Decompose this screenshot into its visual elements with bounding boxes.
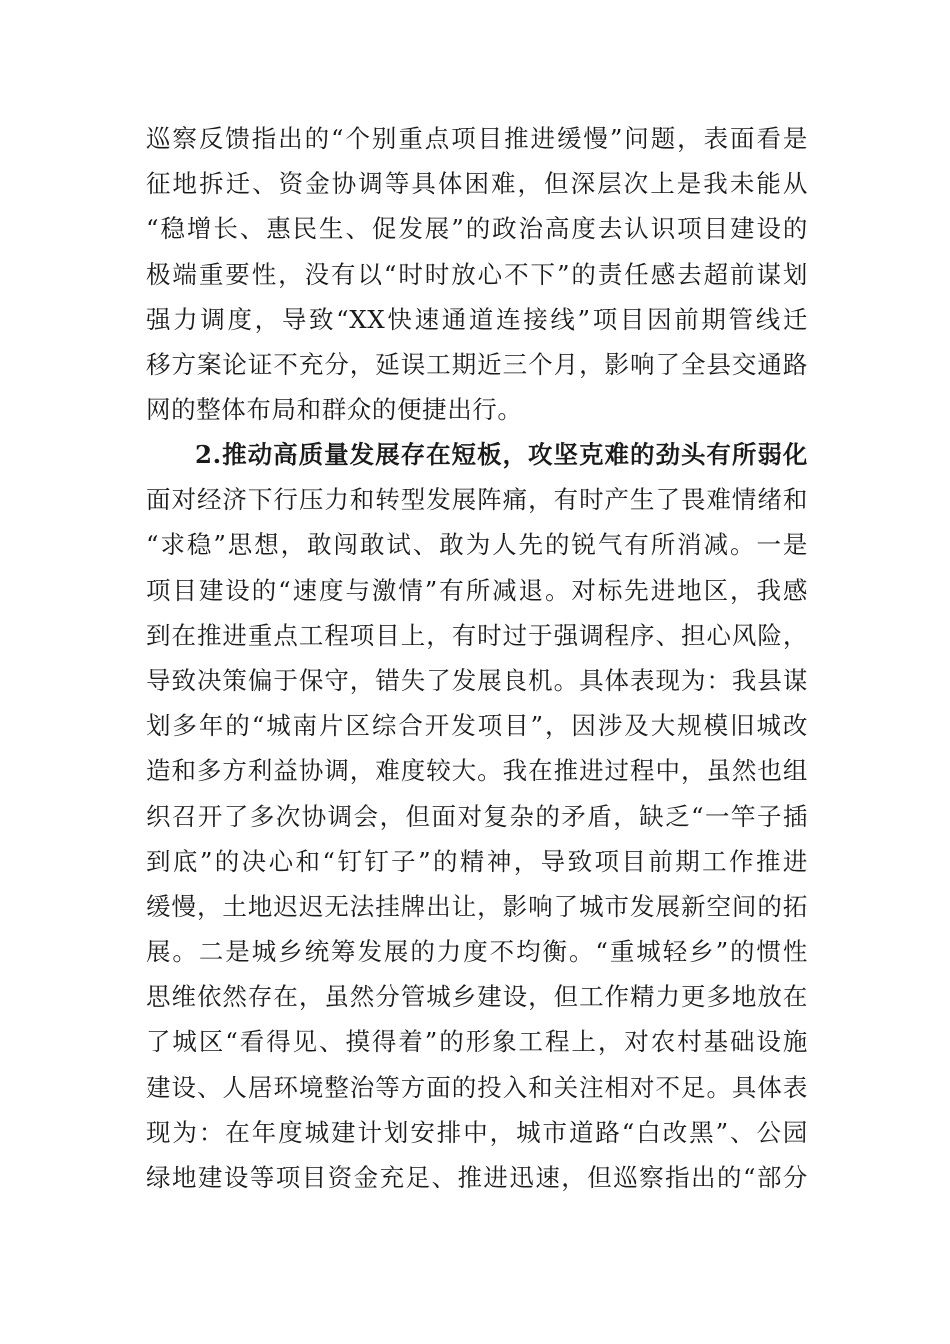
section-2-line: 展。二是城乡统筹发展的力度不均衡。“重城轻乡”的惯性 — [146, 937, 808, 967]
paragraph-1 — [146, 116, 808, 432]
section-2 — [146, 432, 808, 1200]
section-2-line: 导致决策偏于保守，错失了发展良机。具体表现为：我县谋 — [146, 665, 808, 695]
section-2-line: 绿地建设等项目资金充足、推进迅速，但巡察指出的“部分 — [146, 1163, 808, 1192]
section-2-line: “求稳”思想，敢闯敢试、敢为人先的锐气有所消减。一是 — [146, 530, 808, 560]
section-2-line: 建设、人居环境整治等方面的投入和关注相对不足。具体表 — [146, 1072, 808, 1102]
paragraph-1-line: 巡察反馈指出的“个别重点项目推进缓慢”问题，表面看是 — [146, 124, 808, 153]
paragraph-1-line: “稳增长、惠民生、促发展”的政治高度去认识项目建设的 — [146, 214, 808, 244]
section-2-line: 到在推进重点工程项目上，有时过于强调程序、担心风险， — [146, 620, 808, 650]
section-2-line: 面对经济下行压力和转型发展阵痛，有时产生了畏难情绪和 — [146, 485, 808, 515]
section-2-line: 了城区“看得见、摸得着”的形象工程上，对农村基础设施 — [146, 1027, 808, 1057]
paragraph-1-line: 极端重要性，没有以“时时放心不下”的责任感去超前谋划 — [146, 259, 808, 289]
section-2-line: 划多年的“城南片区综合开发项目”，因涉及大规模旧城改 — [146, 711, 808, 741]
section-2-line: 思维依然存在，虽然分管城乡建设，但工作精力更多地放在 — [146, 982, 808, 1012]
paragraph-1-line: 强力调度，导致“XX快速通道连接线”项目因前期管线迁 — [146, 304, 808, 334]
section-2-line: 到底”的决心和“钉钉子”的精神，导致项目前期工作推进 — [146, 846, 808, 876]
section-2-line: 缓慢，土地迟迟无法挂牌出让，影响了城市发展新空间的拓 — [146, 891, 808, 921]
section-2-line: 造和多方利益协调，难度较大。我在推进过程中，虽然也组 — [146, 756, 808, 786]
paragraph-1-line: 网的整体布局和群众的便捷出行。 — [146, 395, 523, 425]
section-2-line: 现为：在年度城建计划安排中，城市道路“白改黑”、公园 — [146, 1117, 808, 1147]
section-2-line: 织召开了多次协调会，但面对复杂的矛盾，缺乏“一竿子插 — [146, 801, 808, 831]
section-2-line: 项目建设的“速度与激情”有所减退。对标先进地区，我感 — [146, 575, 808, 605]
paragraph-1-line: 移方案论证不充分，延误工期近三个月，影响了全县交通路 — [146, 349, 808, 379]
paragraph-1-line: 征地拆迁、资金协调等具体困难，但深层次上是我未能从 — [146, 169, 808, 199]
section-2-heading: 2.推动高质量发展存在短板，攻坚克难的劲头有所弱化 — [195, 440, 808, 469]
